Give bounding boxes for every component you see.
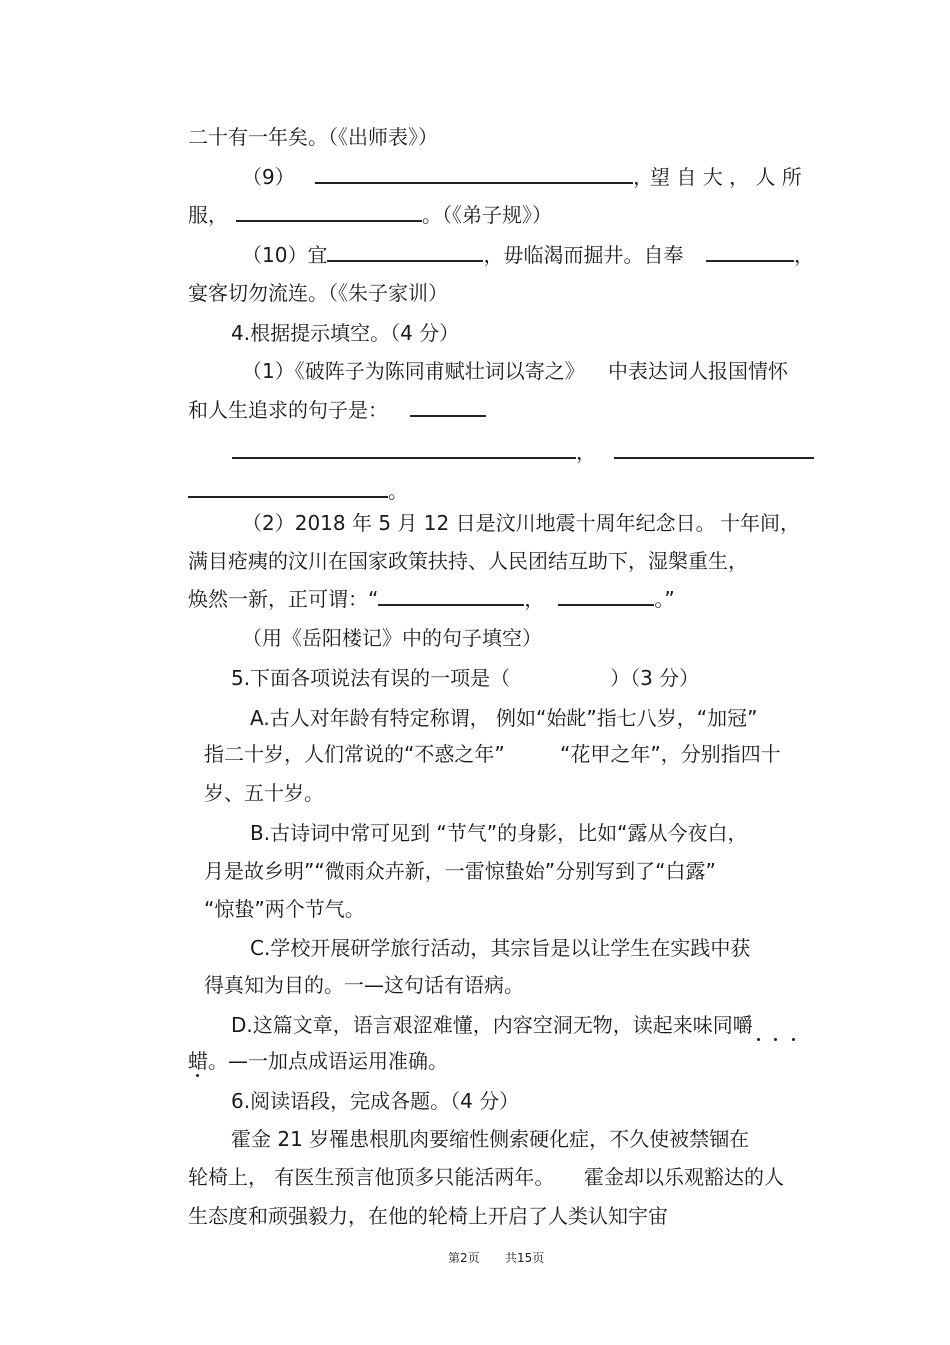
text-line-11: （2）2018 年 5 月 12 日是汶川地震十周年纪念日。	[242, 511, 716, 535]
text-fragment: 。（《弟子规》）	[422, 203, 552, 227]
option-c-line-2: 得真知为目的。一—这句话有语病。	[204, 973, 524, 997]
passage-line-2: 轮椅上， 有医生预言他顶多只能活两年。	[188, 1165, 555, 1189]
option-a-line-1: A.古人对年龄有特定称谓， 例如“始龀”指七八岁，“加冠”	[250, 706, 758, 730]
punct: ，	[524, 587, 545, 611]
passage-line-3: 生态度和顽强毅力，在他的轮椅上开启了人类认知宇宙	[188, 1204, 668, 1228]
page-number: 第2页	[448, 1251, 480, 1265]
answer-blank[interactable]	[236, 202, 422, 222]
passage-line-2-tail: 霍金却以乐观豁达的人	[584, 1165, 784, 1189]
punct: 。”	[654, 587, 675, 611]
question-5-heading	[231, 665, 699, 691]
text-line-7: （1）《破阵子为陈同甫赋壮词以寄之》	[242, 359, 585, 383]
text-line-4	[242, 242, 683, 268]
option-c-line-1: C.学校开展研学旅行活动，其宗旨是以让学生在实践中获	[250, 936, 751, 960]
text-fragment: 5.下面各项说法有误的一项是（	[231, 666, 511, 690]
answer-blank[interactable]	[558, 586, 654, 606]
text-fragment: （10）宜	[242, 243, 328, 267]
text-line-7-tail: 中表达词人报国情怀	[608, 359, 788, 383]
answer-blank[interactable]	[188, 478, 388, 498]
emphasis-dot	[196, 1074, 199, 1077]
emphasis-dot	[792, 1038, 795, 1041]
text-line-9	[232, 439, 814, 465]
punct: ，	[576, 440, 596, 464]
answer-blank[interactable]	[327, 242, 483, 262]
text-line-11-tail: 十年间，	[720, 511, 800, 535]
answer-blank[interactable]	[614, 439, 814, 459]
emphasis-dot	[774, 1038, 777, 1041]
option-a-line-2: 指二十岁，人们常说的“不惑之年”	[204, 742, 505, 766]
option-b-line-1: B.古诗词中常可见到 “节气”的身影，比如“露从今夜白，	[250, 821, 748, 845]
answer-blank[interactable]	[315, 164, 633, 184]
option-d-line-2: 蜡。—一加点成语运用准确。	[188, 1049, 448, 1073]
answer-blank[interactable]	[378, 586, 524, 606]
text-line-5: 宴客切勿流连。（《朱子家训）	[188, 281, 448, 305]
emphasis-dot	[757, 1038, 760, 1041]
text-line-8	[188, 397, 486, 423]
text-fragment: ）（3 分）	[610, 666, 700, 690]
text-line-10	[188, 478, 408, 504]
punct: ，	[794, 243, 814, 267]
text-fragment: ，毋临渴而掘井。自奉	[483, 243, 684, 267]
total-pages: 共15页	[505, 1251, 545, 1265]
option-d-line-1: D.这篇文章，语言艰涩难懂，内容空洞无物，读起来味同嚼	[231, 1013, 753, 1037]
question-4-heading: 4.根据提示填空。（4 分）	[231, 321, 460, 345]
option-a-line-2-tail: “花甲之年”，分别指四十	[560, 742, 781, 766]
punct: 。	[388, 479, 408, 503]
text-line-14: （用《岳阳楼记》中的句子填空）	[242, 626, 542, 650]
option-a-line-3: 岁、五十岁。	[204, 781, 324, 805]
text-fragment: 焕然一新，正可谓：“	[188, 587, 379, 611]
answer-blank[interactable]	[706, 242, 794, 262]
text-fragment: 服，	[188, 203, 228, 227]
option-b-line-3: “惊蛰”两个节气。	[204, 897, 365, 921]
question-6-heading: 6.阅读语段，完成各题。（4 分）	[231, 1089, 520, 1113]
text-line-12: 满目疮痍的汶川在国家政策扶持、人民团结互助下，湿槃重生，	[188, 549, 748, 573]
text-line-1: 二十有一年矣。（《出师表》）	[188, 125, 438, 149]
answer-blank[interactable]	[410, 397, 486, 417]
answer-blank[interactable]	[232, 439, 576, 459]
text-line-2	[242, 164, 653, 190]
item-number: （9）	[242, 165, 295, 189]
punct: ，	[633, 165, 654, 189]
text-line-3	[188, 202, 552, 228]
text-line-13	[188, 586, 675, 612]
text-line-4-tail	[706, 242, 814, 268]
passage-line-1: 霍金 21 岁罹患根肌肉要缩性侧索硬化症，不久使被禁锢在	[231, 1127, 750, 1151]
option-b-line-2: 月是故乡明”“微雨众卉新，一雷惊蛰始”分别写到了“白露”	[204, 859, 716, 883]
text-line-2-tail: 望 自 大 ， 人 所	[650, 165, 802, 189]
text-fragment: 和人生追求的句子是：	[188, 398, 388, 422]
